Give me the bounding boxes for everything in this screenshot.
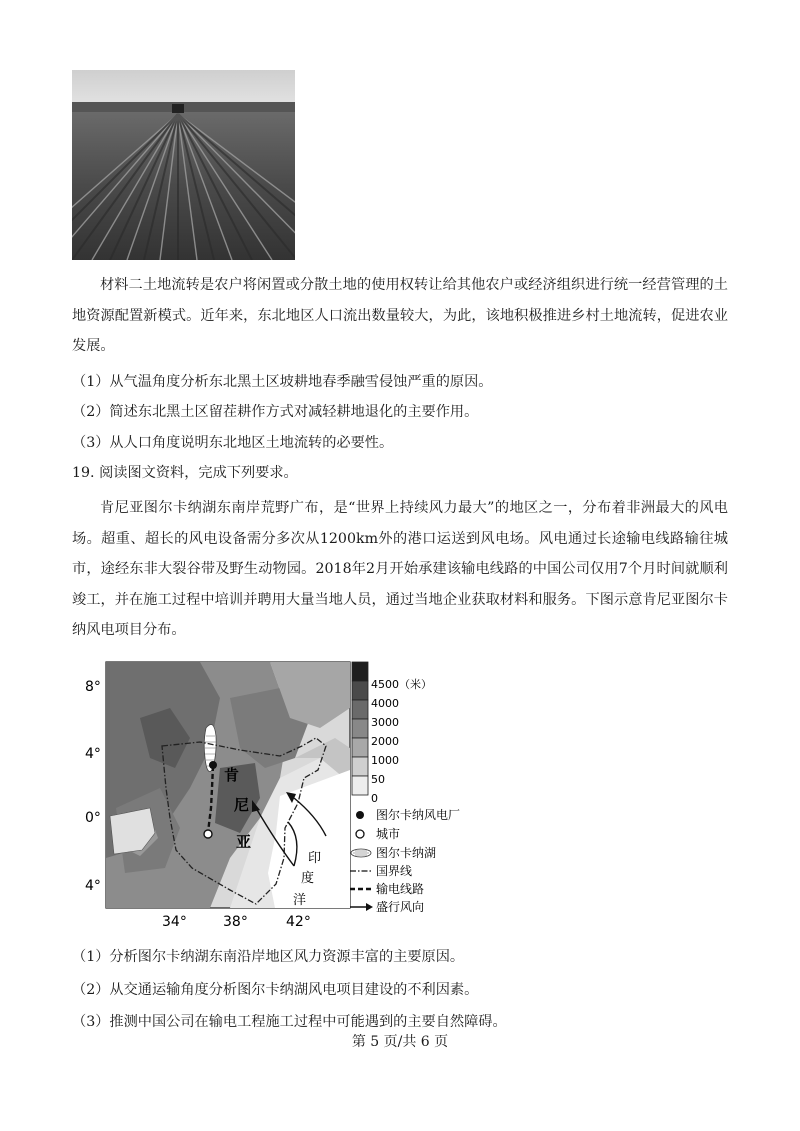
kenya-map-svg [80, 658, 480, 936]
legend-elevation-1000: 1000 [371, 754, 399, 767]
legend-city-symbol [356, 830, 364, 838]
legend-elevation-3000: 3000 [371, 716, 399, 729]
lat-label-4n: 4° [85, 746, 101, 762]
legend-elevation-2000: 2000 [371, 735, 399, 748]
turkana-wind-farm-marker [209, 761, 217, 769]
lat-label-0: 0° [85, 810, 101, 826]
legend-wind-farm-label: 图尔卡纳风电厂 [376, 808, 461, 822]
legend-wind-arrowhead [366, 903, 373, 911]
elevation-legend [352, 662, 368, 795]
farmland-photo-graphic [72, 70, 295, 260]
legend-lake-label: 图尔卡纳湖 [376, 846, 437, 860]
farmland-photo [72, 70, 295, 260]
q19-sub3: （3）推测中国公司在输电工程施工过程中可能遇到的主要自然障碍。 [72, 1014, 507, 1030]
legend-wind-farm-symbol [356, 811, 364, 819]
country-char-1: 肯 [224, 766, 240, 784]
lon-label-34: 34° [162, 914, 187, 930]
q18-sub2: （2）简述东北黑土区留茬耕作方式对减轻耕地退化的主要作用。 [72, 404, 479, 420]
q19-title: 19. 阅读图文资料，完成下列要求。 [72, 465, 298, 481]
legend-city-label: 城市 [376, 827, 401, 841]
kenya-map-figure [80, 658, 480, 936]
lat-label-8n: 8° [85, 679, 101, 695]
lon-label-38: 38° [223, 914, 248, 930]
country-char-3: 亚 [236, 833, 252, 851]
legend-elevation-50: 50 [371, 773, 385, 786]
ocean-char-3: 洋 [293, 893, 307, 908]
material-two-paragraph: 材料二土地流转是农户将闲置或分散土地的使用权转让给其他农户或经济组织进行统一经营管理的土地资源配置新模式。近年来，东北地区人口流出数量较大，为此，该地积极推进乡村土地流转，促进农业发展。 [72, 277, 728, 355]
legend-transmission-label: 输电线路 [376, 882, 425, 896]
legend-border-label: 国界线 [376, 864, 413, 878]
city-marker [204, 830, 212, 838]
legend-elevation-0: 0 [371, 792, 378, 805]
ocean-char-1: 印 [308, 851, 322, 866]
q18-sub1: （1）从气温角度分析东北黑土区坡耕地春季融雪侵蚀严重的原因。 [72, 374, 493, 390]
q19-paragraph: 肯尼亚图尔卡纳湖东南岸荒野广布，是“世界上持续风力最大”的地区之一，分布着非洲最大的风电场。超重、超长的风电设备需分多次从1200km外的港口运送到风电场。风电通过长途输电线路输往城市，途经东非大裂谷带及野生动物园。2018年2月开始承建该输电线路的中国公司仅用7个月时间就顺利竣工，并在施工过程中培训并聘用大量当地人员，通过当地企业获取材料和服务。下图示意肯尼亚图尔卡纳风电项目分布。 [72, 500, 728, 639]
q18-sub3: （3）从人口角度说明东北地区土地流转的必要性。 [72, 435, 394, 451]
country-char-2: 尼 [234, 796, 250, 814]
q19-sub1: （1）分析图尔卡纳湖东南沿岸地区风力资源丰富的主要原因。 [72, 949, 465, 965]
lat-label-4s: 4° [85, 878, 101, 894]
legend-elevation-4000: 4000 [371, 697, 399, 710]
page-footer: 第 5 页/共 6 页 [351, 1034, 449, 1050]
legend-elevation-4500: 4500（米） [371, 678, 432, 691]
ocean-char-2: 度 [301, 871, 315, 886]
q19-sub2: （2）从交通运输角度分析图尔卡纳湖风电项目建设的不利因素。 [72, 982, 479, 998]
lon-label-42: 42° [286, 914, 311, 930]
legend-lake-symbol [351, 849, 371, 857]
legend-wind-label: 盛行风向 [376, 900, 425, 914]
